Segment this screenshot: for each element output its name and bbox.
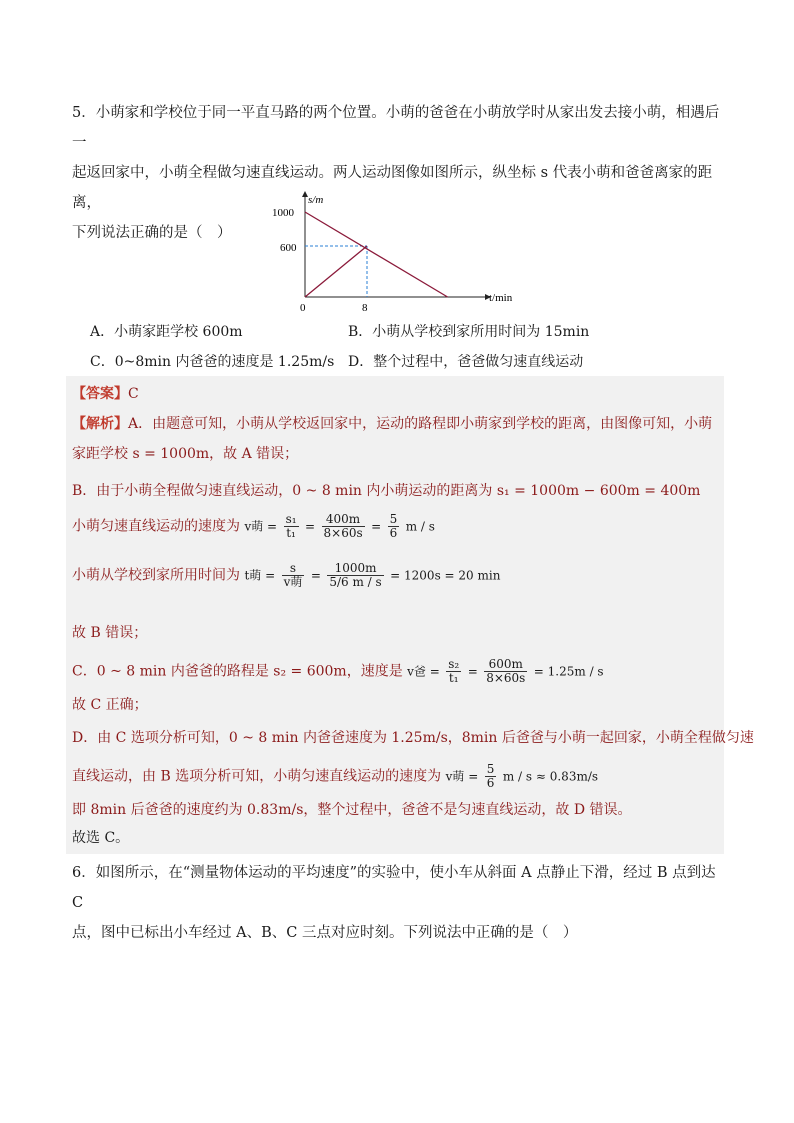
- y-tick-1000: 1000: [272, 207, 294, 219]
- graph-svg: [260, 186, 530, 316]
- x-tick-8: 8: [362, 302, 368, 314]
- analysis-a-line-2: 家距学校 s = 1000m，故 A 错误；: [72, 446, 299, 462]
- fraction: $\frac{\text{s₁}}{\text{t₁}}$: [285, 512, 297, 540]
- q6-line-1: 6．如图所示，在“测量物体运动的平均速度”的实验中，使小车从斜面 A 点静止下滑，经过 B 点到达 C: [72, 865, 716, 911]
- analysis-b-conclusion: 故 B 错误；: [72, 625, 148, 641]
- y-axis-label: s/m: [308, 194, 324, 206]
- fraction: $\frac{s}{\text{v萌}}$: [283, 561, 303, 589]
- dad-line: [305, 246, 367, 297]
- option-b: B．小萌从学校到家所用时间为 15min: [348, 324, 590, 340]
- fraction: $\frac{\text{s₂}}{\text{t₁}}$: [448, 657, 460, 685]
- y-tick-600: 600: [280, 242, 297, 254]
- analysis-b-speed: 小萌匀速直线运动的速度为 v萌 = $\frac{\text{s₁}}{\text{t₁}}$ = $\frac{400m}{8\times 60s}$ = $\frac{5}{6}$ m / s: [72, 512, 435, 540]
- analysis-a-line-1: 【解析】A．由题意可知，小萌从学校返回家中，运动的路程即小萌家到学校的距离，由图像可知，小萌: [72, 416, 713, 432]
- option-d: D．整个过程中，爸爸做匀速直线运动: [348, 354, 584, 370]
- analysis-d-line-2: 直线运动，由 B 选项分析可知，小萌匀速直线运动的速度为 v萌 = $\frac{5}{6}$ m / s ≈ 0.83m/s: [72, 762, 599, 790]
- analysis-d-line-3: 即 8min 后爸爸的速度约为 0.83m/s，整个过程中，爸爸不是匀速直线运动，故 D 错误。: [72, 802, 632, 818]
- analysis-d-line-1: D．由 C 选项分析可知，0 ~ 8 min 内爸爸速度为 1.25m/s，8min 后爸爸与小萌一起回家，小萌全程做匀速: [72, 730, 754, 746]
- xiaomeng-line: [305, 212, 448, 297]
- analysis-b-time: 小萌从学校到家所用时间为 t萌 = $\frac{s}{\text{v萌}}$ = $\frac{1000m}{5/6 m / s}$ = 1200s = 20 min: [72, 561, 501, 589]
- analysis-c-conclusion: 故 C 正确；: [72, 697, 148, 713]
- x-tick-0: 0: [300, 302, 306, 314]
- q5-line-1: 5．小萌家和学校位于同一平直马路的两个位置。小萌的爸爸在小萌放学时从家出发去接小萌，相遇后一: [72, 105, 720, 151]
- q6-line-2: 点，图中已标出小车经过 A、B、C 三点对应时刻。下列说法中正确的是（ ）: [72, 925, 578, 941]
- option-a: A．小萌家距学校 600m: [90, 324, 243, 340]
- answer-tag: 【答案】: [72, 386, 128, 402]
- answer-line: [72, 383, 139, 403]
- fraction: $\frac{1000m}{5/6 m / s}$: [329, 561, 382, 589]
- analysis-tag: 【解析】: [72, 416, 128, 432]
- motion-graph: [260, 186, 530, 316]
- analysis-b-line-1: B．由于小萌全程做匀速直线运动，0 ~ 8 min 内小萌运动的距离为 s₁ = 1000m − 600m = 400m: [72, 483, 701, 499]
- fraction: $\frac{400m}{8\times 60s}$: [323, 512, 363, 540]
- option-c: C．0~8min 内爸爸的速度是 1.25m/s: [90, 354, 335, 370]
- q5-line-3: 下列说法正确的是（ ）: [72, 225, 232, 241]
- x-axis-label: t/min: [489, 292, 513, 304]
- answer-value: C: [128, 386, 139, 402]
- fraction: $\frac{5}{6}$: [389, 512, 398, 540]
- fraction: $\frac{600m}{8\times 60s}$: [486, 657, 526, 685]
- analysis-final: 故选 C。: [72, 830, 130, 846]
- analysis-c-line-1: C．0 ~ 8 min 内爸爸的路程是 s₂ = 600m，速度是 v爸 = $\frac{\text{s₂}}{\text{t₁}}$ = $\frac{600m}{8\times 60s}$ = 1.25m / s: [72, 657, 604, 685]
- question-6: [72, 858, 722, 948]
- fraction: $\frac{5}{6}$: [486, 762, 495, 790]
- q5-line-2: 起返回家中，小萌全程做匀速直线运动。两人运动图像如图所示，纵坐标 s 代表小萌和爸爸离家的距离，: [72, 165, 713, 211]
